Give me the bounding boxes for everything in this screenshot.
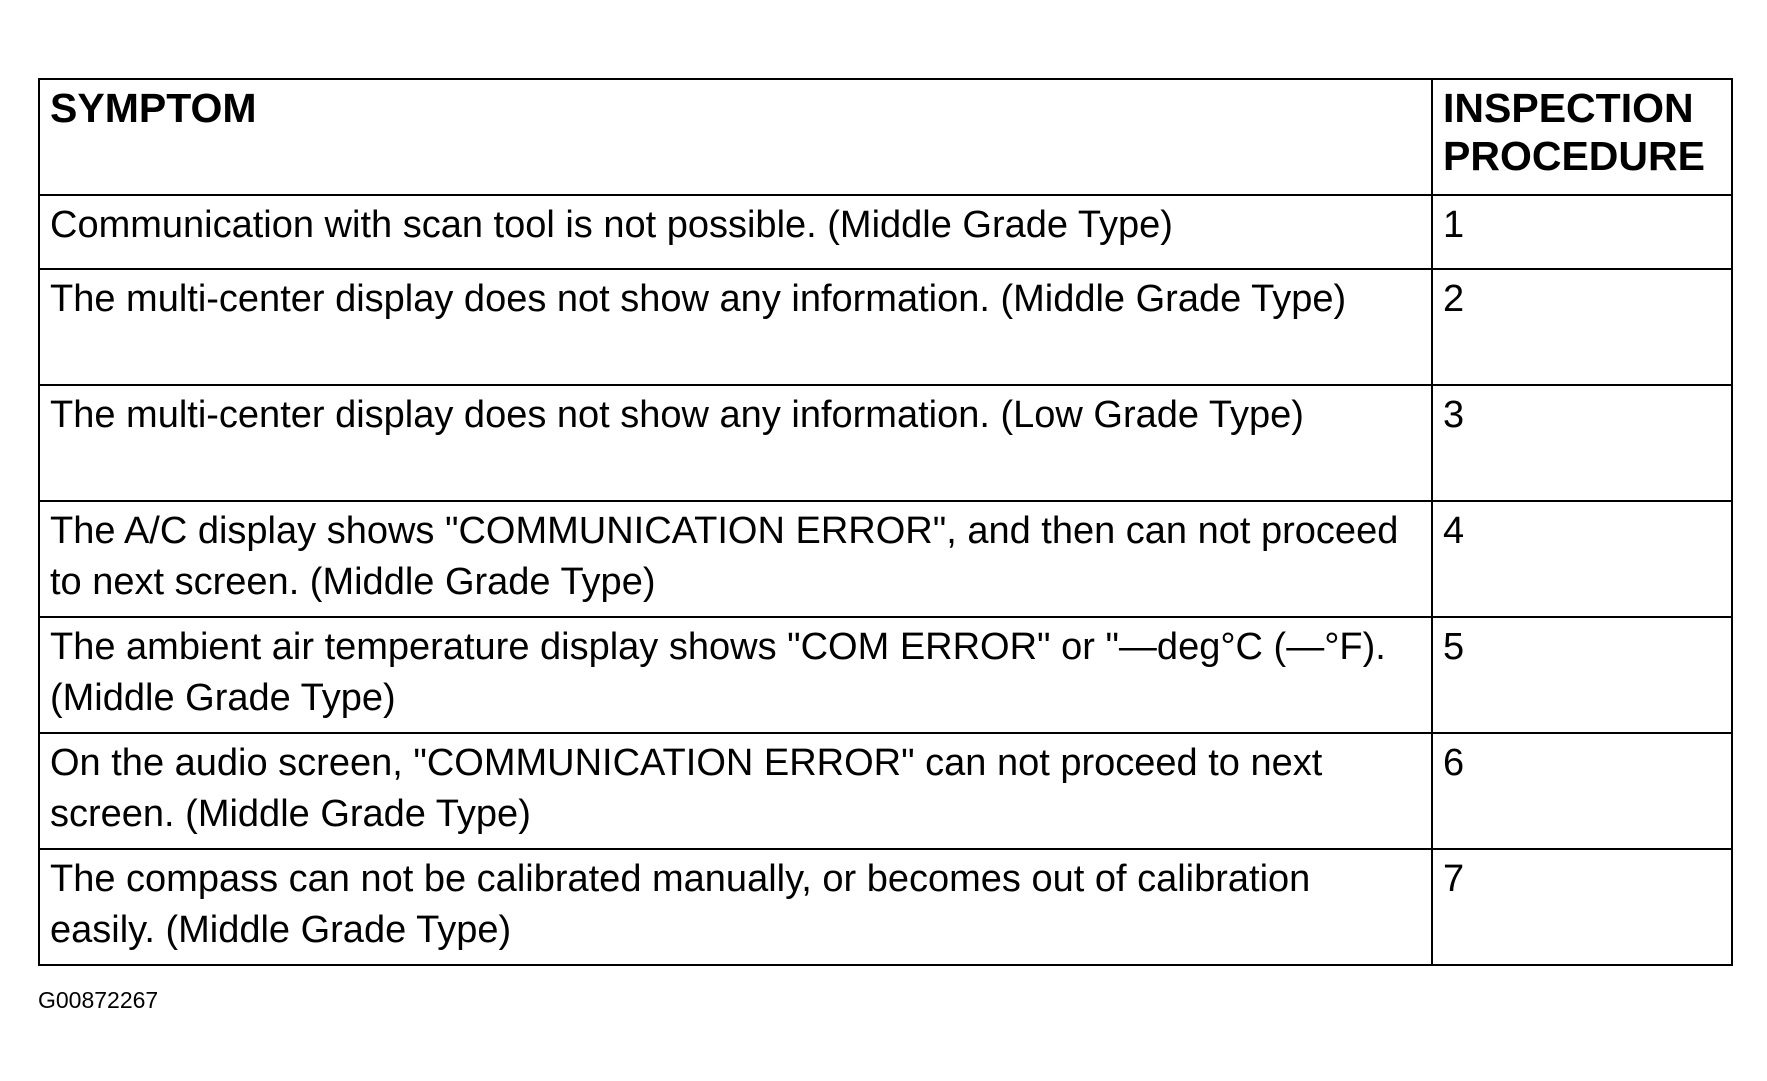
procedure-header bbox=[1432, 79, 1732, 195]
header-row bbox=[39, 79, 1732, 195]
table-row bbox=[39, 733, 1732, 849]
procedure-cell: 2 bbox=[1432, 269, 1732, 385]
symptom-cell: The multi-center display does not show any information. (Middle Grade Type) bbox=[39, 269, 1432, 385]
symptom-cell: On the audio screen, "COMMUNICATION ERROR" can not proceed to next screen. (Middle Grade Type) bbox=[39, 733, 1432, 849]
procedure-cell: 5 bbox=[1432, 617, 1732, 733]
symptom-cell: The ambient air temperature display shows "COM ERROR" or "—deg°C (—°F). (Middle Grade Type) bbox=[39, 617, 1432, 733]
procedure-cell: 7 bbox=[1432, 849, 1732, 965]
table-row bbox=[39, 385, 1732, 501]
table-row bbox=[39, 501, 1732, 617]
figure-id: G00872267 bbox=[38, 987, 159, 1013]
table-row bbox=[39, 617, 1732, 733]
symptom-header bbox=[39, 79, 1432, 195]
procedure-header-line1: INSPECTION bbox=[1443, 85, 1694, 131]
procedure-cell: 6 bbox=[1432, 733, 1732, 849]
table-row bbox=[39, 269, 1732, 385]
symptom-cell: Communication with scan tool is not possible. (Middle Grade Type) bbox=[39, 195, 1432, 269]
procedure-cell: 1 bbox=[1432, 195, 1732, 269]
symptom-table bbox=[38, 78, 1733, 966]
symptom-cell: The A/C display shows "COMMUNICATION ERROR", and then can not proceed to next screen. (Middle Grade Type) bbox=[39, 501, 1432, 617]
procedure-cell: 3 bbox=[1432, 385, 1732, 501]
symptom-header-label: SYMPTOM bbox=[50, 85, 257, 131]
procedure-header-line2: PROCEDURE bbox=[1443, 133, 1705, 179]
symptom-cell: The multi-center display does not show any information. (Low Grade Type) bbox=[39, 385, 1432, 501]
procedure-cell: 4 bbox=[1432, 501, 1732, 617]
table-row bbox=[39, 195, 1732, 269]
symptom-cell: The compass can not be calibrated manually, or becomes out of calibration easily. (Middle Grade Type) bbox=[39, 849, 1432, 965]
table-row bbox=[39, 849, 1732, 965]
